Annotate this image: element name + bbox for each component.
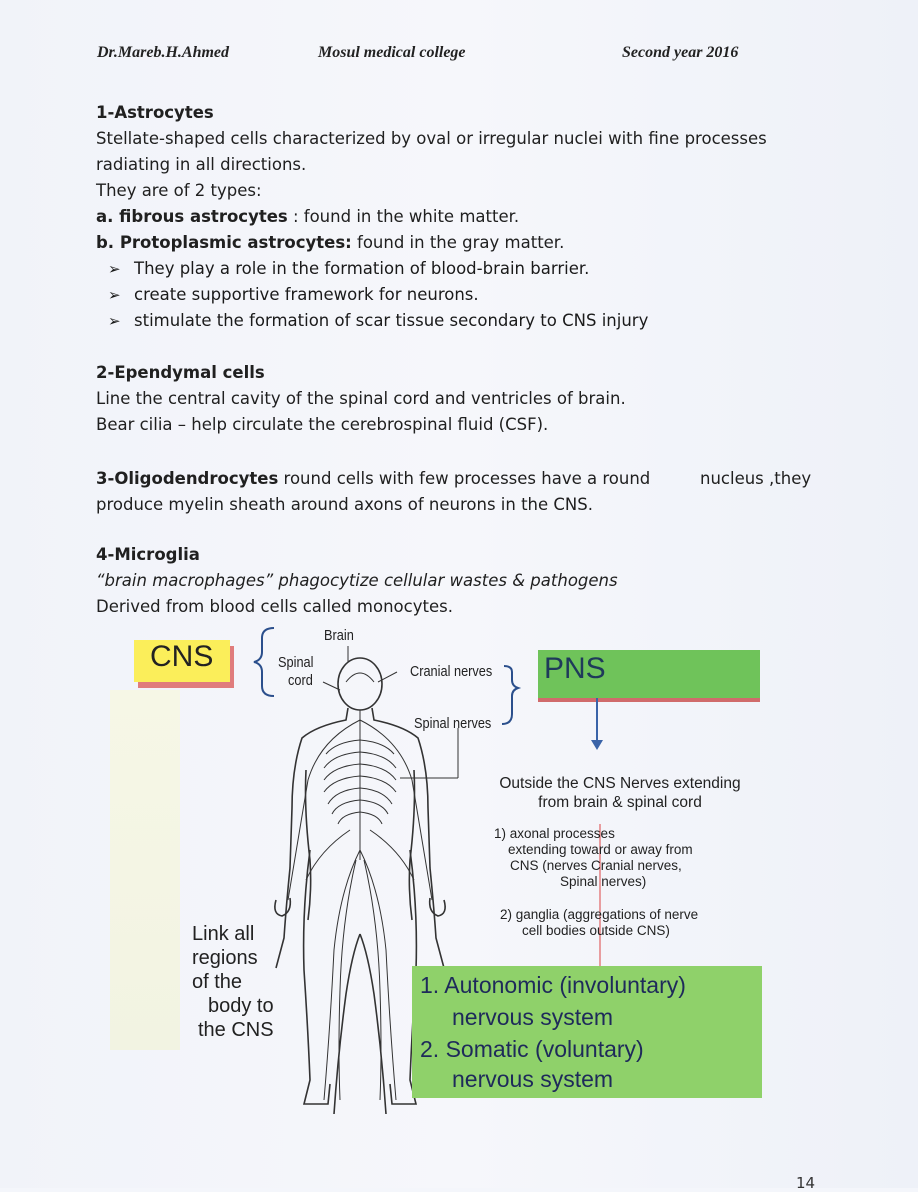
bullet-text: create supportive framework for neurons. [134, 285, 479, 304]
brain-label: Brain [324, 628, 354, 644]
astrocytes-desc-2: radiating in all directions. [96, 155, 307, 174]
header-college: Mosul medical college [318, 44, 466, 61]
ependymal-line-1: Line the central cavity of the spinal cord and ventricles of brain. [96, 389, 626, 408]
oligo-line-2: produce myelin sheath around axons of neurons in the CNS. [96, 495, 593, 514]
type-b-term: b. Protoplasmic astrocytes: [96, 233, 352, 252]
link-text-line: regions [192, 947, 258, 969]
pns-label: PNS [544, 652, 606, 685]
link-text-line: body to [208, 995, 274, 1017]
astrocytes-title: 1-Astrocytes [96, 103, 214, 122]
autonomic-label: 1. Autonomic (involuntary) [420, 972, 686, 998]
arrow-bullet-icon: ➢ [108, 286, 121, 304]
microglia-line-1: “brain macrophages” phagocytize cellular wastes & pathogens [96, 571, 618, 590]
oligo-title: 3-Oligodendrocytes [96, 469, 279, 488]
pns-desc-line: Outside the CNS Nerves extending [499, 775, 741, 792]
pns-item-line: cell bodies outside CNS) [522, 923, 670, 938]
pns-item-2 [500, 907, 698, 939]
spinal-label: Spinal [278, 655, 314, 671]
type-a-desc: : found in the white matter. [287, 207, 520, 226]
bullet-text: They play a role in the formation of blood-brain barrier. [134, 259, 590, 278]
astrocytes-desc-1: Stellate-shaped cells characterized by oval or irregular nuclei with fine processes [96, 129, 767, 148]
oligo-desc: round cells with few processes have a round [278, 469, 651, 488]
arrow-bullet-icon: ➢ [108, 312, 121, 330]
cranial-nerves-label: Cranial nerves [410, 664, 493, 680]
oligo-line-1b: nucleus ,they [700, 469, 812, 488]
pns-item-line: 2) ganglia (aggregations of nerve [500, 907, 699, 922]
somatic-label: 2. Somatic (voluntary) [420, 1036, 644, 1062]
pns-item-line: 1) axonal processes [494, 826, 615, 841]
pns-item-line: CNS (nerves Cranial nerves, [510, 858, 682, 873]
microglia-title: 4-Microglia [96, 545, 200, 564]
type-a-term: a. fibrous astrocytes [96, 207, 288, 226]
spinal-nerves-label: Spinal nerves [414, 716, 492, 732]
pns-desc-line: from brain & spinal cord [538, 794, 702, 811]
link-text-line: of the [192, 971, 243, 993]
cord-label: cord [288, 673, 313, 689]
astrocytes-types-intro: They are of 2 types: [96, 181, 262, 200]
header-author: Dr.Mareb.H.Ahmed [97, 44, 230, 61]
link-text [192, 922, 274, 1042]
microglia-line-2: Derived from blood cells called monocytes. [96, 597, 453, 616]
ependymal-line-2: Bear cilia – help circulate the cerebrospinal fluid (CSF). [96, 415, 549, 434]
autonomic-sub-label: nervous system [452, 1004, 614, 1030]
page-number: 14 [796, 1174, 816, 1192]
pns-item-line: extending toward or away from [508, 842, 693, 857]
pns-item-line: Spinal nerves) [560, 874, 647, 889]
pns-item-1 [494, 826, 693, 890]
type-b-desc: found in the gray matter. [351, 233, 565, 252]
header-year: Second year 2016 [622, 44, 739, 61]
cns-label: CNS [150, 640, 214, 673]
arrow-bullet-icon: ➢ [108, 260, 121, 278]
pns-description [470, 774, 770, 812]
ependymal-title: 2-Ependymal cells [96, 363, 265, 382]
link-text-line: the CNS [198, 1019, 274, 1041]
link-text-line: Link all [192, 923, 255, 945]
somatic-sub-label: nervous system [452, 1066, 614, 1092]
bullet-text: stimulate the formation of scar tissue secondary to CNS injury [134, 311, 649, 330]
